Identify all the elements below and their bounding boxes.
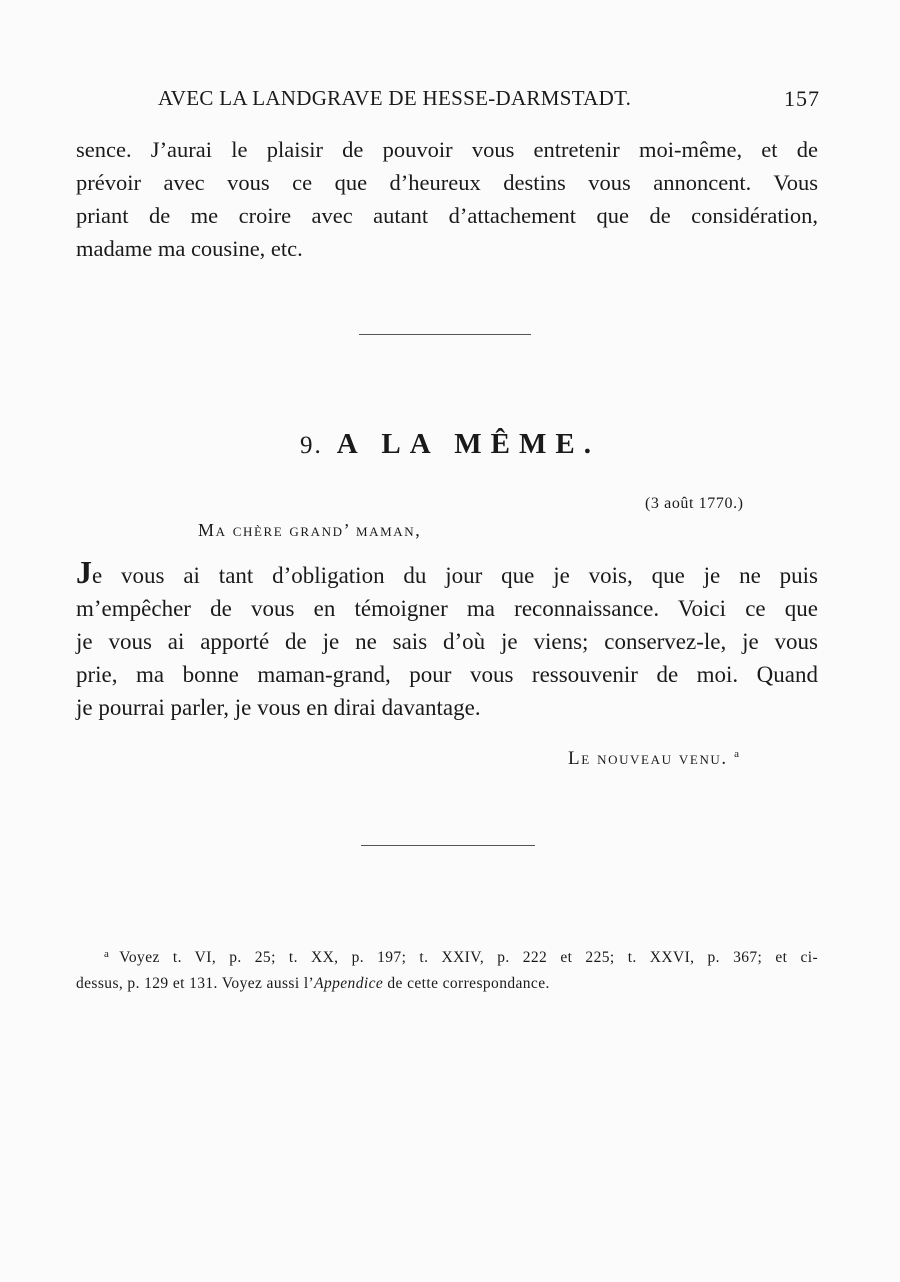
paragraph-line: prie, ma bonne maman-grand, pour vous ressouvenir de moi. Quand xyxy=(76,662,818,687)
paragraph-line: je vous ai apporté de je ne sais d’où je viens; conservez-le, je vous xyxy=(76,629,818,654)
letter-body xyxy=(76,554,818,724)
page-number: 157 xyxy=(784,86,820,111)
drop-cap: J xyxy=(76,554,92,590)
section-title: A LA MÊME. xyxy=(336,428,600,460)
footnote-line xyxy=(76,941,818,971)
section-number: 9. xyxy=(300,432,323,459)
paragraph-line: je pourrai parler, je vous en dirai davantage. xyxy=(76,695,481,720)
footnote-reference: a xyxy=(734,748,741,760)
continued-paragraph xyxy=(76,133,818,265)
paragraph-line: m’empêcher de vous en témoigner ma reconnaissance. Voici ce que xyxy=(76,596,818,621)
running-head-title: AVEC LA LANDGRAVE DE HESSE-DARMSTADT. xyxy=(158,86,632,110)
section-divider xyxy=(359,334,531,335)
signature-text: Le nouveau venu. xyxy=(568,748,728,769)
letter-salutation: Ma chère grand’ maman, xyxy=(198,520,422,540)
footnote-mark: a xyxy=(104,948,110,960)
section-divider xyxy=(361,845,535,846)
paragraph-line: prévoir avec vous ce que d’heureux destins vous annoncent. Vous xyxy=(76,170,818,195)
letter-date: (3 août 1770.) xyxy=(645,495,744,512)
footnote-line xyxy=(76,971,818,997)
running-head xyxy=(158,86,820,112)
paragraph-line: madame ma cousine, etc. xyxy=(76,236,303,261)
section-heading xyxy=(0,428,900,461)
letter-signature xyxy=(568,748,741,770)
paragraph-line: priant de me croire avec autant d’attachement que de considération, xyxy=(76,203,818,228)
footnote xyxy=(76,941,818,997)
first-line-text: e vous ai tant d’obligation du jour que je vois, que je ne puis xyxy=(92,563,818,588)
footnote-text: de cette correspondance. xyxy=(383,975,550,992)
footnote-text: dessus, p. 129 et 131. Voyez aussi l’ xyxy=(76,975,315,992)
paragraph-line xyxy=(76,554,818,592)
footnote-italic: Appendice xyxy=(314,975,384,992)
footnote-text: Voyez t. VI, p. 25; t. XX, p. 197; t. XXIV, p. 222 et 225; t. XXVI, p. 367; et ci- xyxy=(119,949,818,966)
paragraph-line: sence. J’aurai le plaisir de pouvoir vous entretenir moi-même, et de xyxy=(76,137,818,162)
